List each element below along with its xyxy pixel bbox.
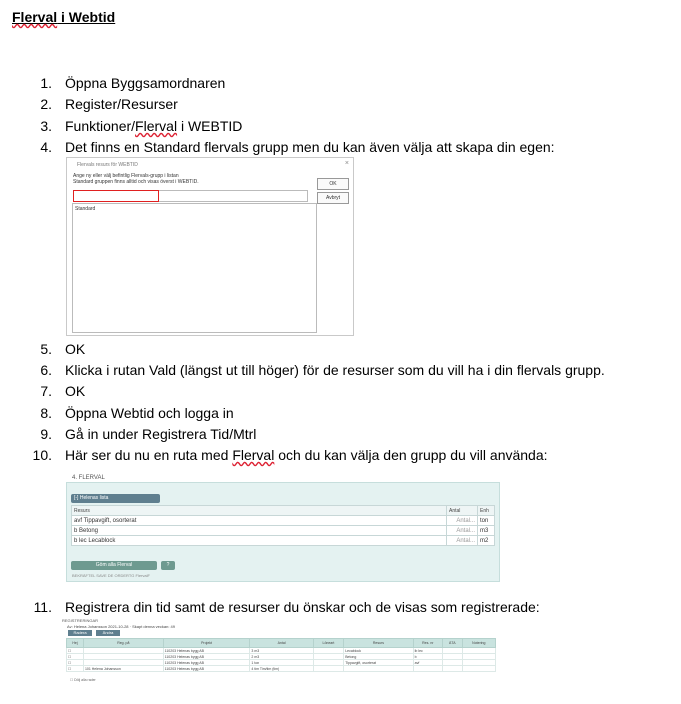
- table-row: [67, 666, 496, 672]
- column-header: Löneart: [313, 639, 344, 648]
- group-name-input-rest[interactable]: [159, 190, 308, 202]
- unit-cell: ton: [478, 516, 495, 526]
- column-header: ÄTA: [442, 639, 462, 648]
- step-text: Klicka i rutan Vald (längst ut till höger) för de resurser som du vill ha i din flervals grupp.: [65, 362, 605, 378]
- table-header-row: [67, 639, 496, 648]
- flerval-note: BEKRÄFTEL SAVE DE ORDERTG FlervalF: [72, 573, 150, 578]
- row-checkbox[interactable]: ☐: [67, 660, 84, 666]
- column-header: Enh: [478, 506, 495, 516]
- step-text-c: i WEBTID: [177, 118, 243, 134]
- step-number: 5.: [40, 341, 52, 357]
- resurs-cell: b lec Lecablock: [72, 536, 447, 546]
- edit-button[interactable]: Ändra: [96, 630, 120, 636]
- step-number: 11.: [33, 599, 52, 615]
- registrering-subtitle: Av: Helena Johansson 2021-10-28 · Skapt denna veckan: 49: [67, 624, 175, 629]
- row-checkbox[interactable]: ☐: [67, 654, 84, 660]
- table-cell: 101 Helena Johansson: [83, 666, 163, 672]
- step-text: Registrera din tid samt de resurser du önskar och de visas som registrerade:: [65, 599, 540, 615]
- flerval-dialog-screenshot: [66, 157, 354, 336]
- flerval-extra-button[interactable]: ?: [161, 561, 175, 570]
- registrering-panel-screenshot: [62, 618, 498, 684]
- step-number: 1.: [40, 75, 52, 91]
- column-header: Projekt: [163, 639, 250, 648]
- step-text: Det finns en Standard flervals grupp men du kan även välja att skapa din egen:: [65, 139, 555, 155]
- step-text-b: Flerval: [232, 447, 275, 463]
- table-cell: lb lec: [413, 648, 442, 654]
- table-cell: [344, 666, 413, 672]
- step-number: 2.: [40, 96, 52, 112]
- flerval-table: [71, 505, 495, 546]
- column-header: Hej: [67, 639, 84, 648]
- resurs-cell: b Betong: [72, 526, 447, 536]
- column-header: Antal: [250, 639, 313, 648]
- column-header: Reg. på: [83, 639, 163, 648]
- table-cell: 2 m3: [250, 654, 313, 660]
- table-row: [72, 526, 495, 536]
- group-name-input[interactable]: [73, 190, 159, 202]
- step-text: OK: [65, 341, 86, 357]
- table-cell: 1 ton: [250, 660, 313, 666]
- step-text: [65, 117, 242, 135]
- registrering-table: [66, 638, 496, 672]
- flerval-panel-screenshot: [66, 475, 500, 582]
- antal-input[interactable]: Antal...: [447, 526, 478, 536]
- step-text-c: och du kan välja den grupp du vill använda:: [274, 447, 548, 463]
- table-cell: Lecablock: [344, 648, 413, 654]
- step-text: Öppna Byggsamordnaren: [65, 75, 226, 91]
- step-number: 10.: [32, 447, 52, 463]
- table-cell: [313, 666, 344, 672]
- step-text-b: Flerval: [135, 118, 178, 134]
- table-cell: [462, 666, 495, 672]
- step-text-a: Här ser du nu en ruta med: [65, 447, 233, 463]
- dialog-prompt-info: Standard gruppen finns alltid och visas överst i WEBTID.: [73, 179, 199, 185]
- page-title: [12, 9, 115, 25]
- table-cell: [442, 666, 462, 672]
- step-number: 3.: [40, 118, 52, 134]
- row-checkbox[interactable]: ☐: [67, 648, 84, 654]
- step-text: [65, 446, 548, 464]
- table-cell: 110203 Helenas bygg AB: [163, 654, 250, 660]
- column-header: Notering: [462, 639, 495, 648]
- group-list[interactable]: [72, 203, 317, 333]
- table-row: [72, 536, 495, 546]
- step-number: 6.: [40, 362, 52, 378]
- dialog-title: Flervals resurs för WEBTID: [77, 162, 138, 168]
- table-cell: 4 tim Tim/tim (tim): [250, 666, 313, 672]
- unit-cell: m3: [478, 526, 495, 536]
- table-cell: avf: [413, 660, 442, 666]
- table-cell: 3 m3: [250, 648, 313, 654]
- step-text: Öppna Webtid och logga in: [65, 405, 234, 421]
- row-checkbox[interactable]: ☐: [67, 666, 84, 672]
- step-text-a: Funktioner/: [65, 118, 136, 134]
- step-number: 9.: [40, 426, 52, 442]
- antal-input[interactable]: Antal...: [447, 516, 478, 526]
- table-cell: 110203 Helenas bygg AB: [163, 660, 250, 666]
- flerval-group-header[interactable]: [-] Helenas lista: [71, 494, 160, 503]
- table-cell: [413, 666, 442, 672]
- table-cell: Betong: [344, 654, 413, 660]
- column-header: Resurs: [344, 639, 413, 648]
- resurs-cell: avf Tippavgift, osorterat: [72, 516, 447, 526]
- step-number: 8.: [40, 405, 52, 421]
- step-text: OK: [65, 383, 86, 399]
- unit-cell: m2: [478, 536, 495, 546]
- step-number: 7.: [40, 383, 52, 399]
- title-flerval: Flerval: [12, 9, 58, 25]
- close-icon[interactable]: ×: [344, 160, 349, 167]
- table-header-row: [72, 506, 495, 516]
- flerval-heading: 4. FLERVAL: [72, 475, 105, 481]
- table-cell: b: [413, 654, 442, 660]
- hide-flerval-button[interactable]: Göm alla Flerval: [71, 561, 157, 570]
- table-cell: Tippavgift, osorterat: [344, 660, 413, 666]
- table-row: [72, 516, 495, 526]
- table-cell: 110203 Helenas bygg AB: [163, 666, 250, 672]
- title-rest: i Webtid: [57, 9, 116, 25]
- column-header: Resurs: [72, 506, 447, 516]
- cancel-button[interactable]: Avbryt: [317, 192, 349, 204]
- registrering-heading: REGISTRERINGAR: [62, 618, 99, 623]
- delete-button[interactable]: Radera: [68, 630, 92, 636]
- registrering-note[interactable]: ☐ Dölj alla rader: [70, 678, 96, 682]
- step-number: 4.: [40, 139, 52, 155]
- antal-input[interactable]: Antal...: [447, 536, 478, 546]
- column-header: Antal: [447, 506, 478, 516]
- step-text: Gå in under Registrera Tid/Mtrl: [65, 426, 257, 442]
- group-list-item[interactable]: Standard: [75, 206, 96, 212]
- column-header: Res. nr: [413, 639, 442, 648]
- dialog-prompt: Ange ny eller välj befintlig Flervals-grupp i listan: [73, 173, 179, 179]
- table-cell: 110203 Helenas bygg AB: [163, 648, 250, 654]
- ok-button[interactable]: OK: [317, 178, 349, 190]
- step-text: Register/Resurser: [65, 96, 178, 112]
